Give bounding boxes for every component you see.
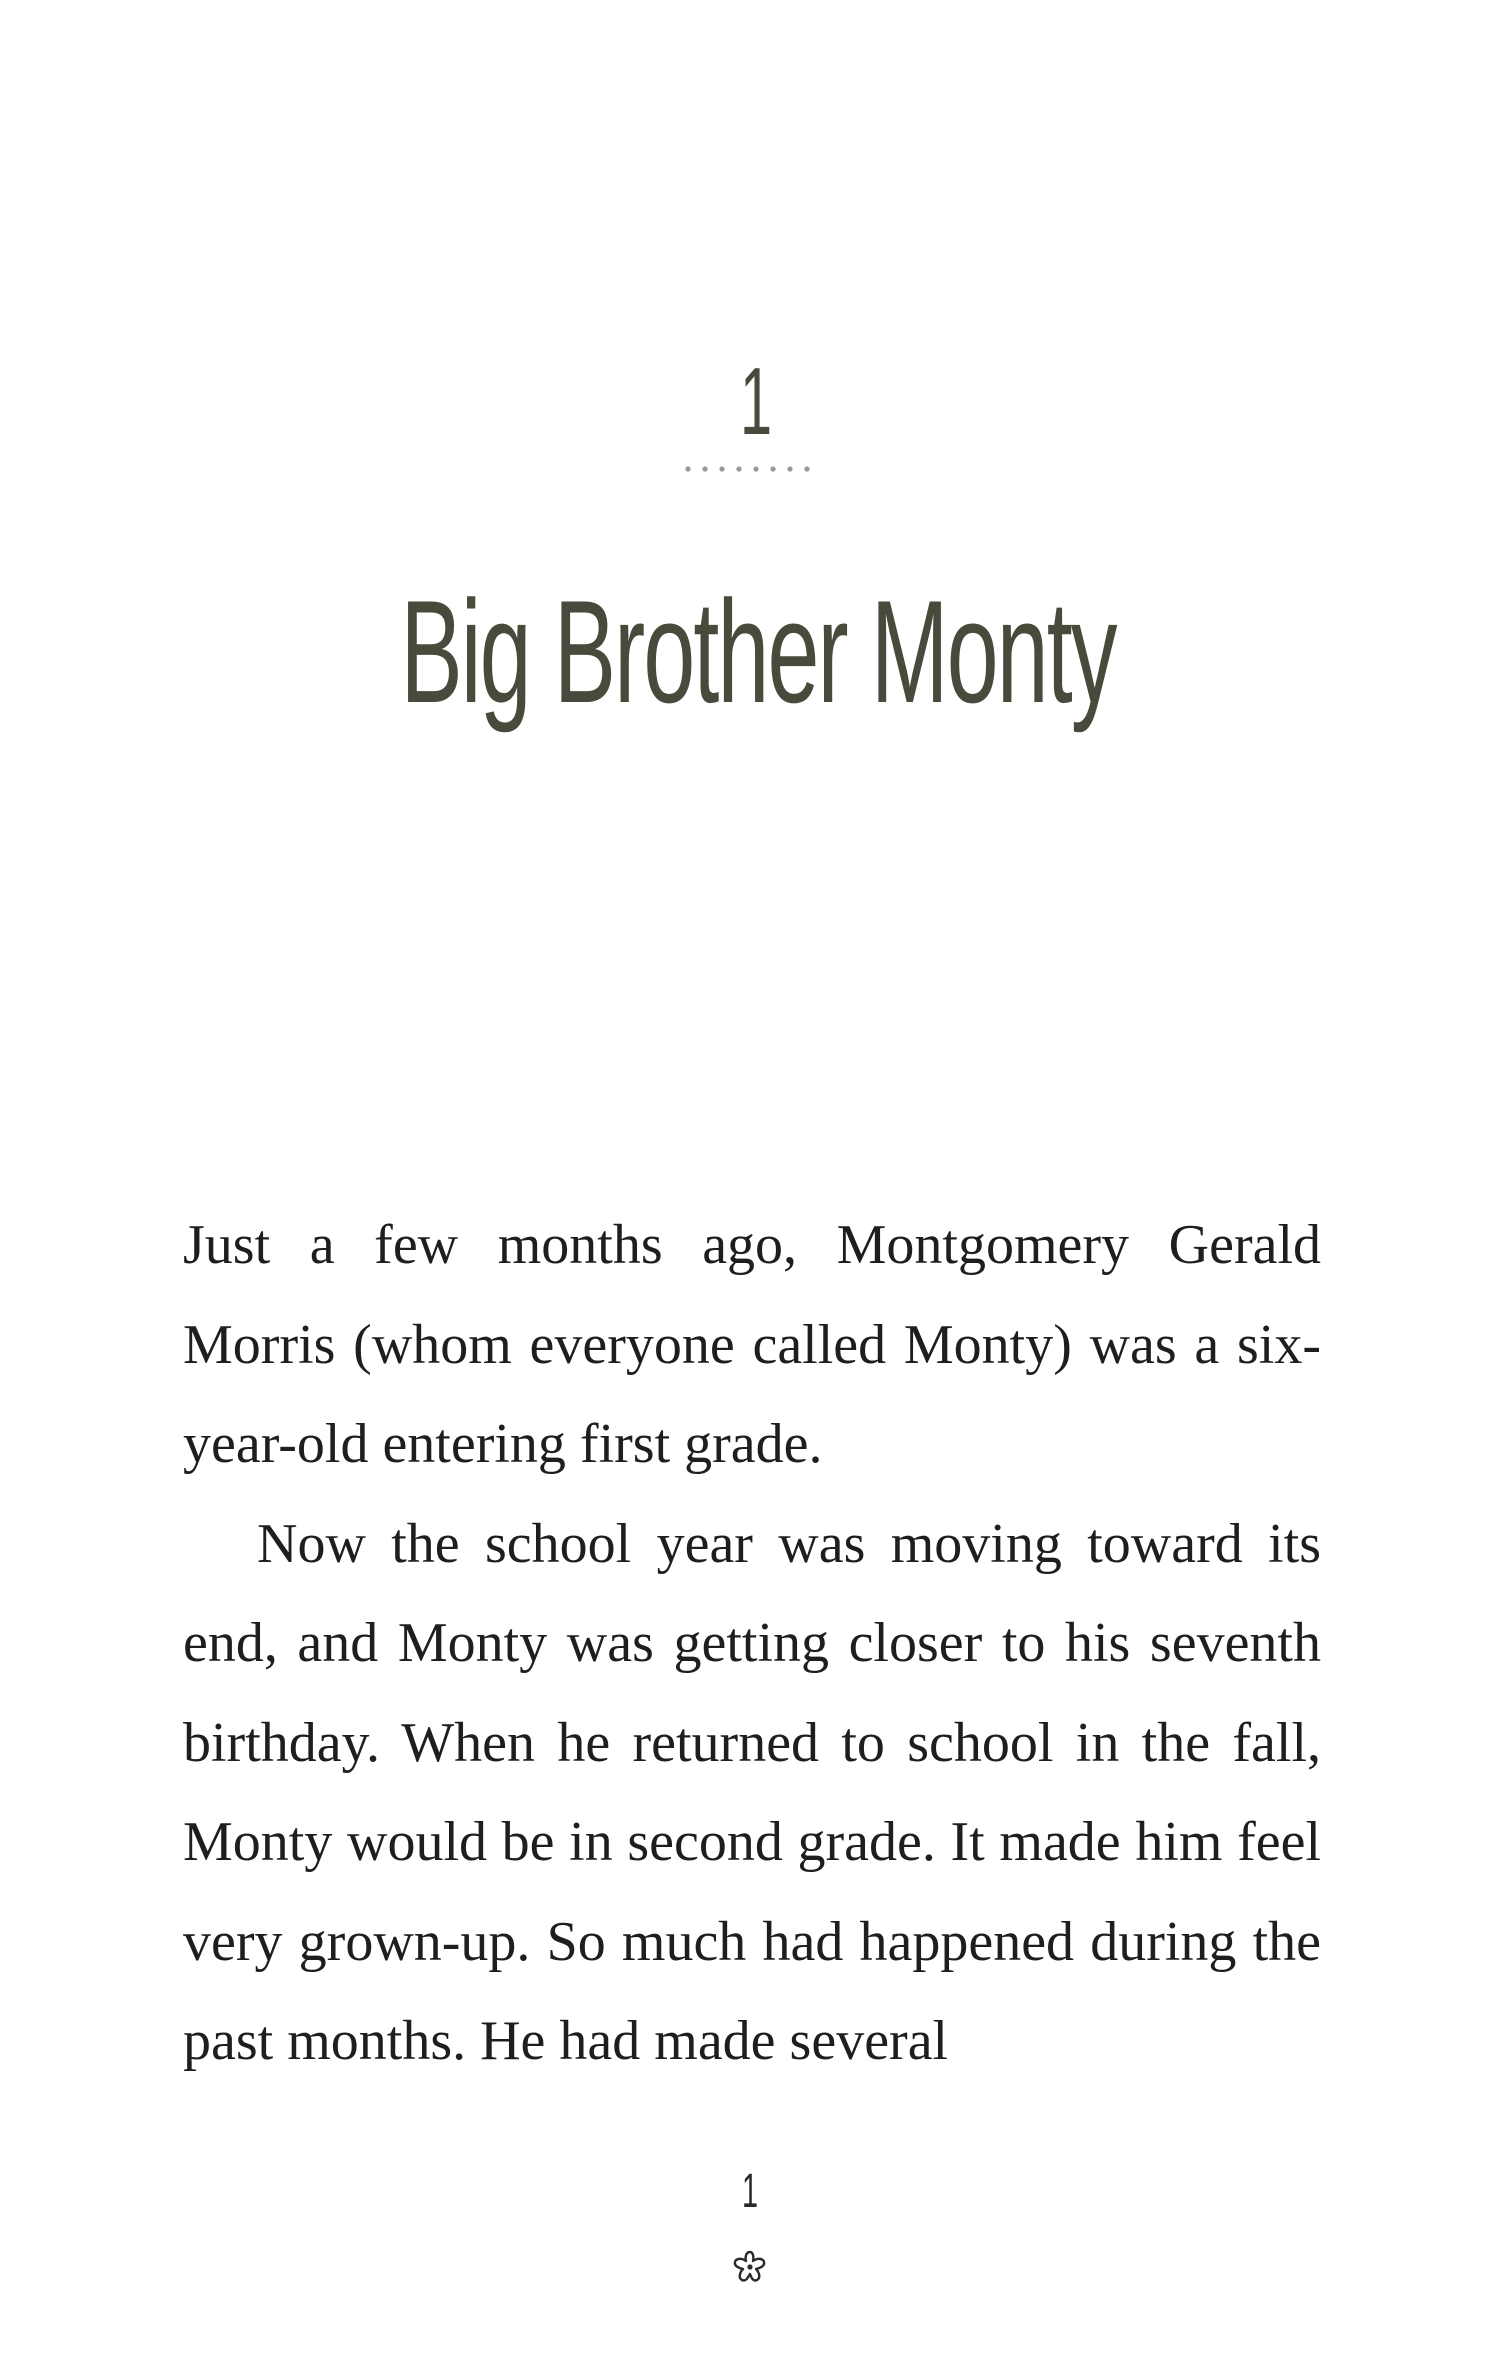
page-number: 1 [741, 2165, 759, 2218]
chapter-title: Big Brother Monty [400, 570, 1116, 733]
chapter-number: 1 [739, 348, 773, 455]
paragraph: Just a few months ago, Montgomery Gerald Morris (whom everyone called Monty) was a six-year-old entering first grade. [183, 1214, 1321, 1475]
paragraph: Now the school year was moving toward its end, and Monty was getting closer to his seventh birthday. When he returned to school in the fall, Monty would be in second grade. It made him feel very grown-up. So much had happened during the past months. He had made several [183, 1512, 1321, 2072]
flower-icon [729, 2248, 771, 2288]
chapter-ornament-divider [683, 464, 821, 474]
body-text [183, 1196, 1321, 2092]
